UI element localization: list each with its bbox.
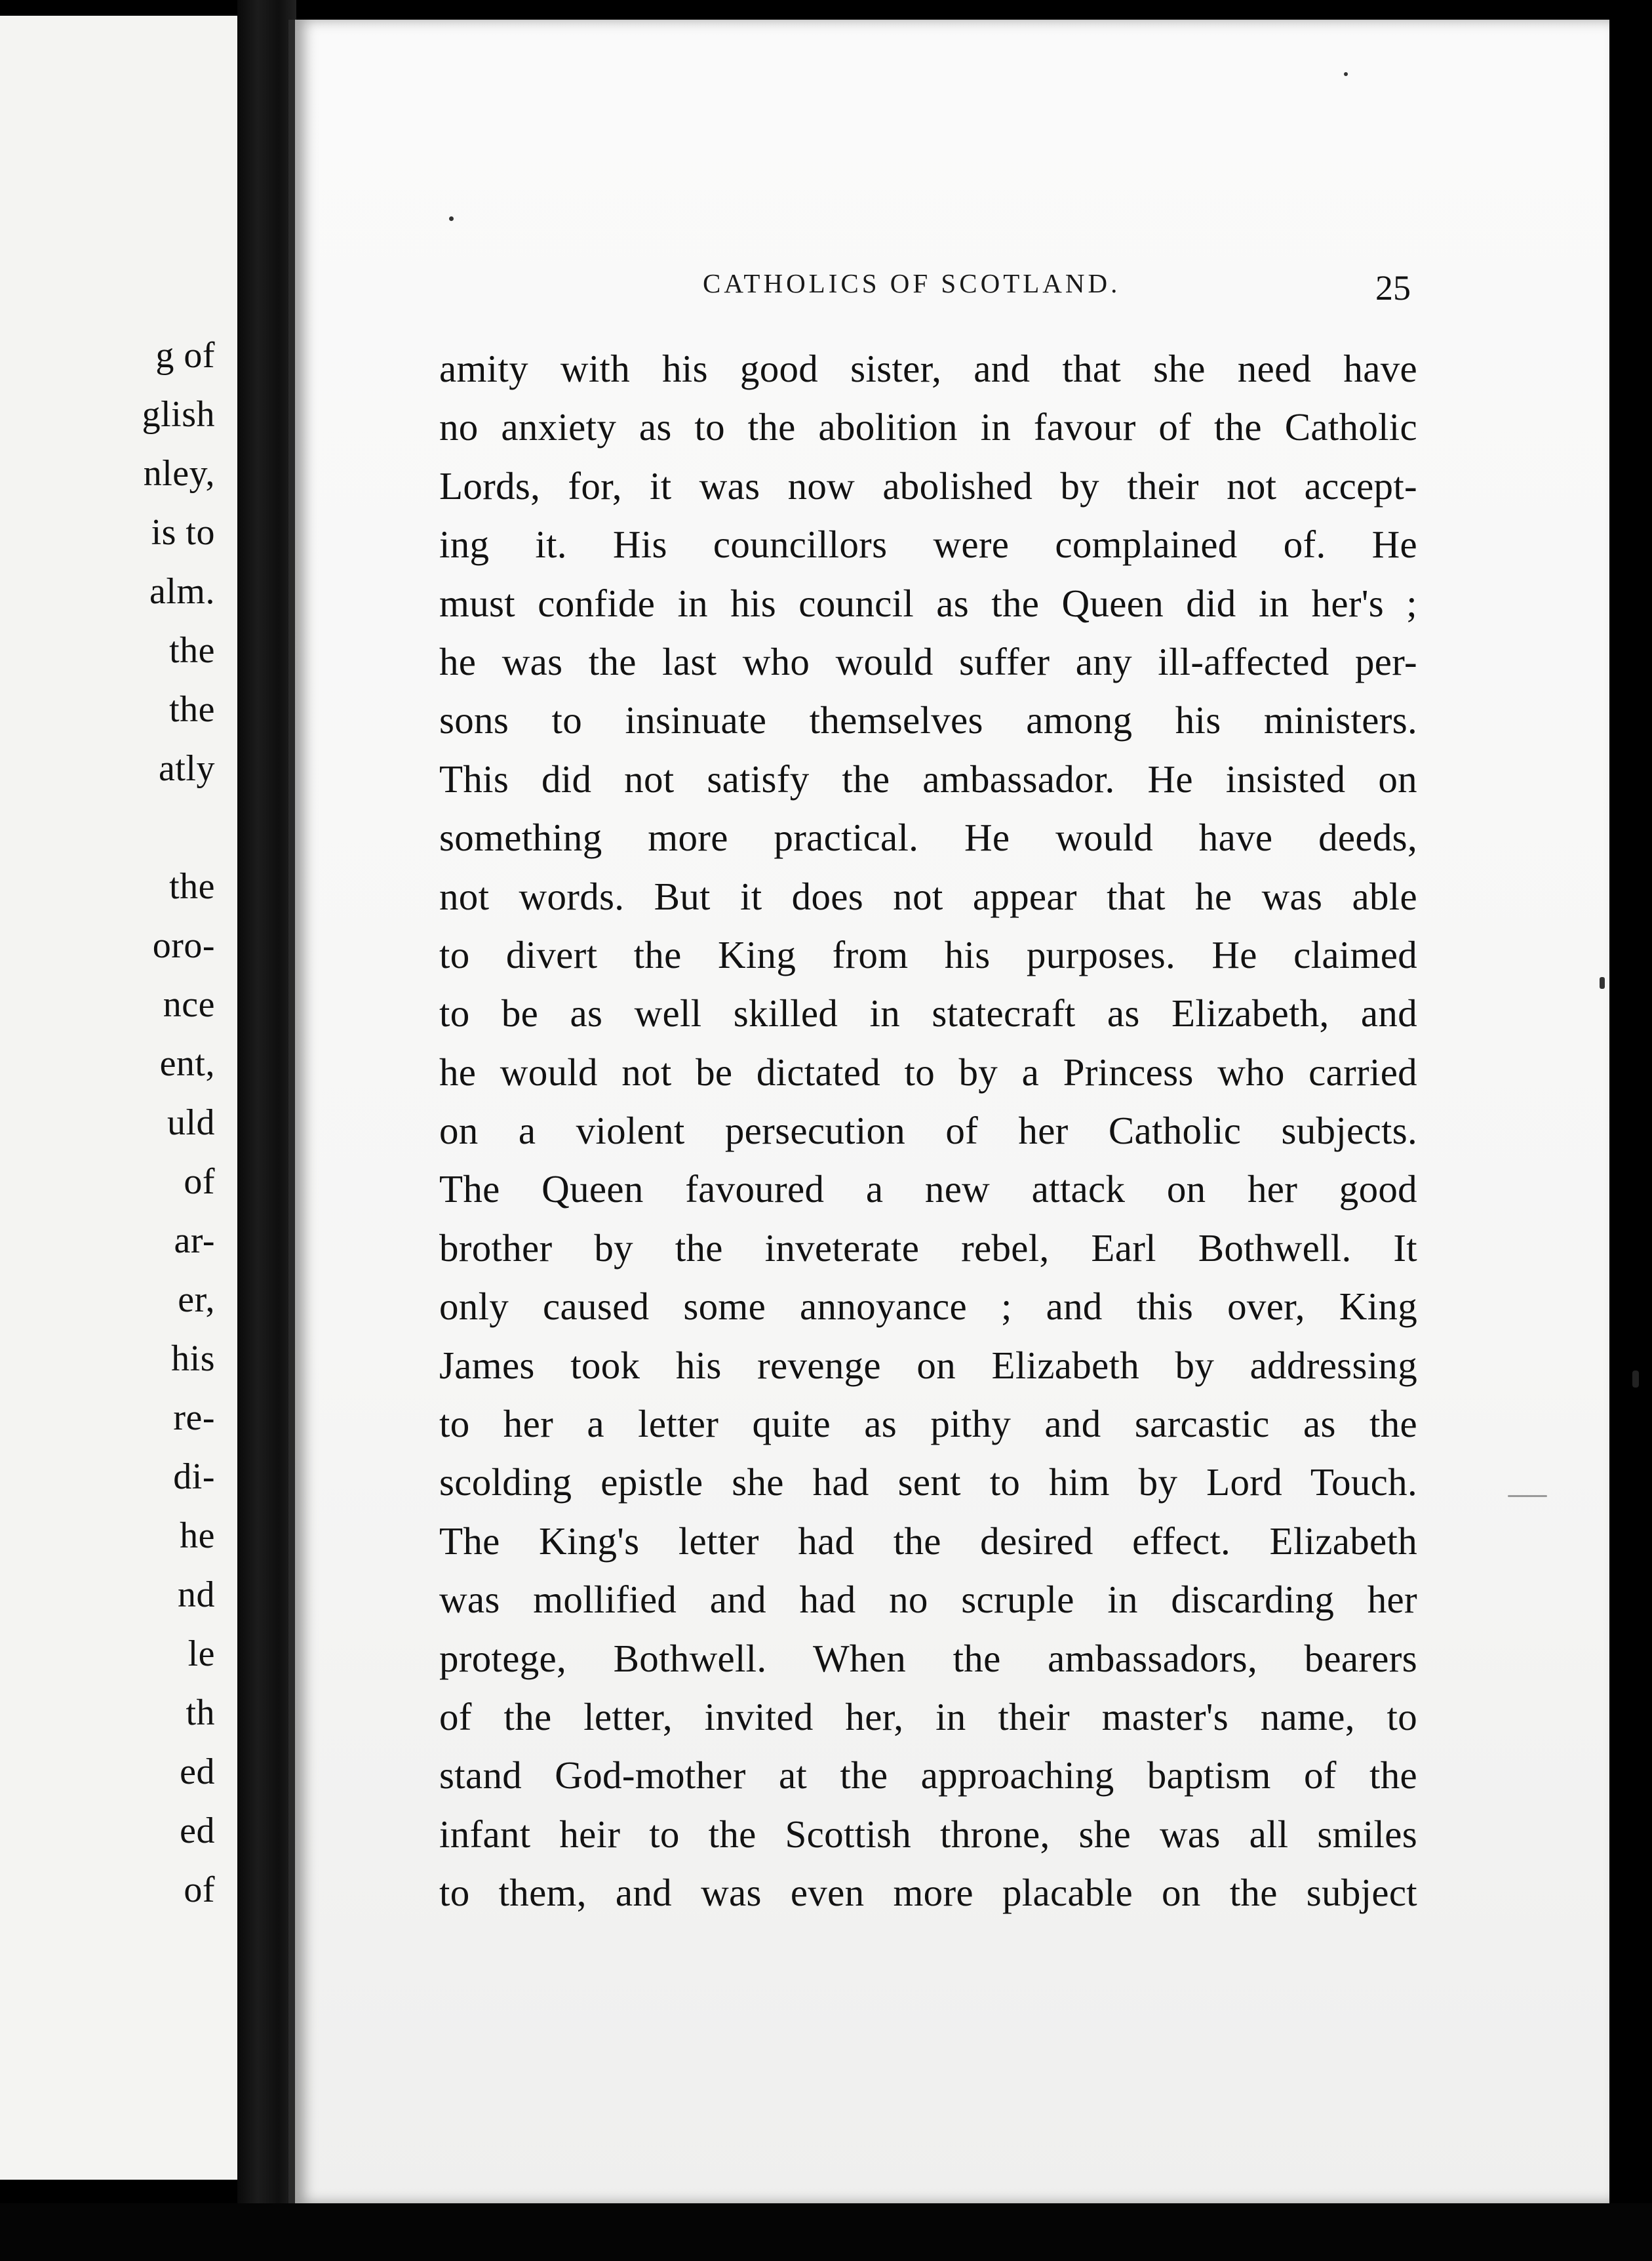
left-line-fragment: ed — [180, 1811, 215, 1851]
text-line: Lords, for, it was now abolished by their not accept- — [439, 464, 1417, 508]
left-line-fragment: nce — [163, 984, 215, 1025]
left-line-fragment: le — [187, 1633, 215, 1674]
left-line-fragment: di- — [173, 1456, 215, 1497]
left-line-fragment: he — [180, 1515, 215, 1556]
text-line: of the letter, invited her, in their master's name, to — [439, 1694, 1417, 1738]
text-line: no anxiety as to the abolition in favour of the Catholic — [439, 405, 1417, 449]
book-gutter — [237, 0, 296, 2261]
text-line: only caused some annoyance ; and this over, King — [439, 1285, 1417, 1329]
left-line-fragment: ent, — [159, 1043, 215, 1084]
left-line-fragment: the — [169, 689, 215, 730]
text-line: he would not be dictated to by a Princess who carried — [439, 1050, 1417, 1094]
text-line: ing it. His councillors were complained of. He — [439, 523, 1417, 567]
scan-speck — [1600, 977, 1605, 989]
text-line: The Queen favoured a new attack on her good — [439, 1167, 1417, 1211]
left-line-fragment: ar- — [174, 1220, 215, 1261]
text-line: This did not satisfy the ambassador. He insisted on — [439, 757, 1417, 801]
text-line: brother by the inveterate rebel, Earl Bothwell. It — [439, 1226, 1417, 1270]
left-facing-page — [0, 16, 239, 2180]
left-line-fragment: nd — [178, 1574, 215, 1615]
scan-bottom-edge — [0, 2203, 1652, 2261]
left-line-fragment: alm. — [149, 571, 215, 612]
text-line: scolding epistle she had sent to him by Lord Touch. — [439, 1460, 1417, 1504]
left-line-fragment: uld — [167, 1102, 215, 1143]
page-number: 25 — [1375, 268, 1411, 308]
text-line: not words. But it does not appear that he was able — [439, 874, 1417, 918]
text-line: stand God-mother at the approaching baptism of the — [439, 1753, 1417, 1797]
text-line: he was the last who would suffer any ill-affected per- — [439, 639, 1417, 683]
scan-speck — [449, 216, 454, 221]
left-line-fragment: th — [186, 1692, 215, 1733]
text-line: protege, Bothwell. When the ambassadors, bearers — [439, 1636, 1417, 1680]
scan-speck — [1508, 1495, 1547, 1497]
left-line-fragment: atly — [159, 748, 215, 789]
text-line: to be as well skilled in statecraft as Elizabeth, and — [439, 991, 1417, 1035]
body-text — [439, 340, 1417, 1923]
scan-speck — [1632, 1371, 1639, 1388]
text-line: on a violent persecution of her Catholic subjects. — [439, 1109, 1417, 1153]
text-line: something more practical. He would have deeds, — [439, 816, 1417, 860]
text-line: The King's letter had the desired effect. Elizabeth — [439, 1519, 1417, 1563]
left-line-fragment: the — [169, 630, 215, 671]
text-line: James took his revenge on Elizabeth by addressing — [439, 1343, 1417, 1387]
left-line-fragment: his — [171, 1338, 215, 1379]
left-line-fragment: of — [184, 1870, 215, 1910]
left-line-fragment: is to — [151, 512, 215, 553]
left-line-fragment: er, — [178, 1279, 215, 1320]
left-line-fragment: of — [184, 1161, 215, 1202]
text-line: infant heir to the Scottish throne, she was all smiles — [439, 1812, 1417, 1856]
left-line-fragment: ed — [180, 1751, 215, 1792]
text-line: amity with his good sister, and that she need have — [439, 347, 1417, 390]
text-line: was mollified and had no scruple in discarding her — [439, 1578, 1417, 1622]
text-line: to divert the King from his purposes. He claimed — [439, 932, 1417, 976]
left-line-fragment: glish — [142, 394, 215, 435]
left-line-fragment: the — [169, 866, 215, 907]
left-line-fragment: oro- — [152, 925, 215, 966]
text-line: must confide in his council as the Queen did in her's ; — [439, 581, 1417, 625]
left-line-fragment: g of — [155, 335, 215, 376]
running-head: CATHOLICS OF SCOTLAND. — [703, 268, 1121, 298]
scan-speck — [1344, 72, 1348, 76]
text-line: to her a letter quite as pithy and sarcastic as the — [439, 1402, 1417, 1446]
left-line-fragment: re- — [173, 1397, 215, 1438]
text-line: sons to insinuate themselves among his ministers. — [439, 698, 1417, 742]
text-line: to them, and was even more placable on the subject — [439, 1871, 1417, 1915]
left-line-fragment: nley, — [143, 453, 215, 494]
